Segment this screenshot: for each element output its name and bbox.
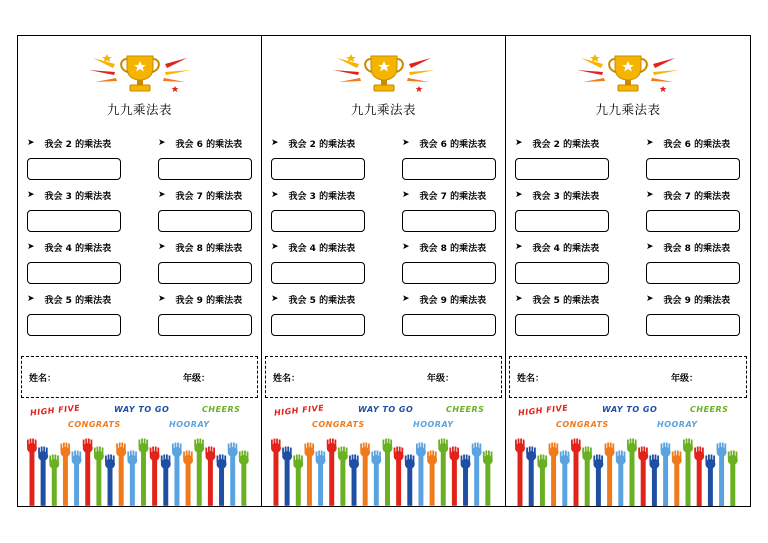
raised-hand	[483, 451, 493, 506]
checklist-item	[271, 292, 366, 336]
arrow-bullet-icon: ➤	[646, 138, 654, 148]
item-row	[515, 136, 741, 188]
checklist-item	[402, 136, 497, 180]
grade-label: 年级：	[427, 373, 455, 384]
raised-hand	[327, 439, 337, 506]
raised-hand	[83, 439, 93, 506]
arrow-bullet-icon: ➤	[158, 190, 166, 200]
checklist-item	[158, 240, 253, 284]
arrow-bullet-icon: ➤	[158, 294, 166, 304]
page-title: 九九乘法表	[350, 102, 416, 117]
checklist-item	[402, 188, 497, 232]
answer-box[interactable]	[515, 210, 609, 232]
name-label: 姓名：	[517, 373, 545, 384]
item-label-row	[402, 240, 497, 254]
name-label: 姓名：	[29, 373, 57, 384]
item-label-row	[27, 188, 122, 202]
raised-hand	[205, 447, 215, 506]
checklist-item	[515, 136, 610, 180]
item-row	[27, 188, 252, 240]
raised-hand	[383, 439, 393, 506]
trophy-icon	[85, 50, 195, 94]
answer-box[interactable]	[515, 158, 609, 180]
raised-hand	[27, 439, 37, 506]
cheer-word: HOORAY	[413, 420, 454, 429]
raised-hand	[728, 451, 738, 507]
raised-hand	[560, 451, 570, 507]
item-row	[515, 240, 741, 292]
raised-hand	[416, 443, 426, 506]
arrow-bullet-icon: ➤	[515, 242, 523, 252]
raised-hand	[672, 451, 682, 507]
raised-hand	[593, 455, 603, 507]
raised-hand	[526, 447, 536, 507]
cheer-illustration	[268, 402, 499, 506]
raised-hand	[105, 454, 115, 505]
arrow-bullet-icon: ➤	[402, 242, 410, 252]
arrow-bullet-icon: ➤	[27, 138, 35, 148]
raised-hands-illustration	[268, 402, 499, 506]
answer-box[interactable]	[271, 210, 365, 232]
cheer-word: HOORAY	[169, 420, 210, 429]
raised-hand	[239, 451, 249, 506]
cheer-word: WAY TO GO	[602, 405, 658, 414]
item-label: 我会 9 的乘法表	[663, 295, 731, 306]
item-label-row	[646, 136, 741, 150]
item-label: 我会 9 的乘法表	[175, 295, 243, 306]
item-label-row	[271, 292, 366, 306]
arrow-bullet-icon: ➤	[646, 294, 654, 304]
arrow-bullet-icon: ➤	[515, 190, 523, 200]
multiplication-card	[262, 36, 506, 506]
raised-hand	[705, 455, 715, 507]
raised-hand	[627, 439, 637, 507]
raised-hand	[605, 443, 615, 507]
checklist-item	[515, 240, 610, 284]
item-label-row	[515, 292, 610, 306]
item-label: 我会 5 的乘法表	[532, 295, 600, 306]
raised-hand	[649, 455, 659, 507]
answer-box[interactable]	[402, 262, 496, 284]
raised-hand	[38, 447, 48, 506]
answer-box[interactable]	[515, 262, 609, 284]
arrow-bullet-icon: ➤	[158, 138, 166, 148]
item-label: 我会 4 的乘法表	[44, 243, 112, 254]
checklist-item	[27, 240, 122, 284]
item-row	[27, 136, 252, 188]
raised-hand	[150, 447, 160, 506]
item-row	[515, 292, 741, 344]
arrow-bullet-icon: ➤	[402, 190, 410, 200]
raised-hand	[472, 443, 482, 506]
raised-hand	[515, 439, 525, 507]
page-title: 九九乘法表	[106, 102, 172, 117]
arrow-bullet-icon: ➤	[515, 138, 523, 148]
answer-box[interactable]	[515, 314, 609, 336]
answer-box[interactable]	[158, 262, 252, 284]
answer-box[interactable]	[158, 210, 252, 232]
checklist-item	[27, 292, 122, 336]
raised-hand	[438, 439, 448, 506]
checklist-item	[646, 136, 741, 180]
item-label-row	[515, 136, 610, 150]
raised-hand	[405, 454, 415, 505]
arrow-bullet-icon: ➤	[27, 242, 35, 252]
raised-hand	[638, 447, 648, 507]
raised-hand	[717, 443, 727, 507]
raised-hands-illustration	[512, 402, 744, 506]
raised-hand	[271, 439, 281, 506]
item-label: 我会 4 的乘法表	[288, 243, 356, 254]
raised-hand	[94, 447, 104, 506]
page-title: 九九乘法表	[595, 102, 661, 117]
item-label: 我会 8 的乘法表	[175, 243, 243, 254]
answer-box[interactable]	[646, 314, 740, 336]
answer-box[interactable]	[271, 158, 365, 180]
cheer-word: HIGH FIVE	[517, 403, 569, 418]
item-label: 我会 7 的乘法表	[419, 191, 487, 202]
item-row	[27, 292, 252, 344]
cheer-word: CONGRATS	[556, 420, 609, 429]
answer-box[interactable]	[402, 314, 496, 336]
raised-hand	[183, 451, 193, 506]
answer-box[interactable]	[158, 158, 252, 180]
item-label-row	[158, 136, 253, 150]
raised-hand	[449, 447, 459, 506]
item-label: 我会 5 的乘法表	[288, 295, 356, 306]
item-label-row	[646, 188, 741, 202]
item-row	[515, 188, 741, 240]
item-label: 我会 5 的乘法表	[44, 295, 112, 306]
item-label: 我会 8 的乘法表	[419, 243, 487, 254]
raised-hand	[228, 443, 238, 506]
item-label: 我会 3 的乘法表	[532, 191, 600, 202]
cheer-word: WAY TO GO	[114, 405, 170, 414]
item-label-row	[646, 292, 741, 306]
raised-hand	[661, 443, 671, 507]
raised-hand	[360, 443, 370, 506]
arrow-bullet-icon: ➤	[515, 294, 523, 304]
checklist-item	[646, 240, 741, 284]
raised-hand	[49, 454, 59, 505]
item-label: 我会 7 的乘法表	[663, 191, 731, 202]
answer-box[interactable]	[271, 262, 365, 284]
item-label: 我会 7 的乘法表	[175, 191, 243, 202]
grade-label: 年级：	[671, 373, 699, 384]
arrow-bullet-icon: ➤	[271, 138, 279, 148]
raised-hand	[394, 447, 404, 506]
arrow-bullet-icon: ➤	[271, 190, 279, 200]
cheer-word: CHEERS	[446, 405, 485, 414]
raised-hand	[161, 454, 171, 505]
checklist-item	[27, 188, 122, 232]
raised-hand	[338, 447, 348, 506]
item-label: 我会 4 的乘法表	[532, 243, 600, 254]
trophy-icon	[573, 50, 683, 94]
raised-hand	[694, 447, 704, 507]
item-label: 我会 6 的乘法表	[175, 139, 243, 150]
item-label: 我会 2 的乘法表	[532, 139, 600, 150]
answer-box[interactable]	[271, 314, 365, 336]
item-label-row	[27, 240, 122, 254]
item-label: 我会 6 的乘法表	[663, 139, 731, 150]
cheer-illustration	[512, 402, 744, 506]
checklist-item	[271, 240, 366, 284]
answer-box[interactable]	[27, 314, 121, 336]
checklist-item	[646, 188, 741, 232]
item-row	[271, 136, 496, 188]
item-row	[271, 240, 496, 292]
raised-hand	[304, 443, 314, 506]
checklist-item	[646, 292, 741, 336]
cheer-word: WAY TO GO	[358, 405, 414, 414]
item-label-row	[27, 136, 122, 150]
raised-hand	[537, 455, 547, 507]
raised-hand	[282, 447, 292, 506]
arrow-bullet-icon: ➤	[402, 138, 410, 148]
raised-hand	[172, 443, 182, 506]
item-label-row	[271, 136, 366, 150]
raised-hand	[549, 443, 559, 507]
cheer-word: HIGH FIVE	[273, 403, 325, 418]
checklist-item	[158, 188, 253, 232]
raised-hand	[217, 454, 227, 505]
item-label-row	[515, 240, 610, 254]
checklist-item	[271, 188, 366, 232]
item-row	[27, 240, 252, 292]
answer-box[interactable]	[27, 158, 121, 180]
cheer-word: HOORAY	[657, 420, 698, 429]
item-label: 我会 3 的乘法表	[288, 191, 356, 202]
answer-box[interactable]	[646, 158, 740, 180]
item-label-row	[158, 188, 253, 202]
raised-hand	[139, 439, 149, 506]
raised-hand	[461, 454, 471, 505]
grade-label: 年级：	[183, 373, 211, 384]
item-label-row	[27, 292, 122, 306]
raised-hand	[194, 439, 204, 506]
item-label-row	[271, 240, 366, 254]
raised-hand	[60, 443, 70, 506]
raised-hands-illustration	[24, 402, 255, 506]
raised-hand	[616, 451, 626, 507]
name-grade-bar	[265, 356, 502, 398]
checklist-item	[402, 240, 497, 284]
arrow-bullet-icon: ➤	[27, 294, 35, 304]
item-row	[271, 292, 496, 344]
answer-box[interactable]	[27, 210, 121, 232]
answer-box[interactable]	[158, 314, 252, 336]
checklist-item	[158, 136, 253, 180]
answer-box[interactable]	[402, 210, 496, 232]
raised-hand	[127, 451, 137, 506]
raised-hand	[571, 439, 581, 507]
trophy-icon	[329, 50, 439, 94]
item-label-row	[158, 292, 253, 306]
item-label-row	[158, 240, 253, 254]
arrow-bullet-icon: ➤	[27, 190, 35, 200]
item-label-row	[402, 292, 497, 306]
answer-box[interactable]	[27, 262, 121, 284]
item-label-row	[515, 188, 610, 202]
checklist-item	[515, 188, 610, 232]
answer-box[interactable]	[402, 158, 496, 180]
checklist-item	[402, 292, 497, 336]
item-label-row	[271, 188, 366, 202]
arrow-bullet-icon: ➤	[646, 190, 654, 200]
raised-hand	[72, 451, 82, 506]
raised-hand	[683, 439, 693, 507]
checklist-item	[515, 292, 610, 336]
cheer-illustration	[24, 402, 255, 506]
raised-hand	[116, 443, 126, 506]
item-label-row	[646, 240, 741, 254]
item-label: 我会 2 的乘法表	[288, 139, 356, 150]
cheer-word: CHEERS	[202, 405, 241, 414]
cheer-word: CONGRATS	[312, 420, 365, 429]
cheer-word: CHEERS	[690, 405, 729, 414]
item-label-row	[402, 136, 497, 150]
item-label: 我会 3 的乘法表	[44, 191, 112, 202]
arrow-bullet-icon: ➤	[271, 294, 279, 304]
arrow-bullet-icon: ➤	[402, 294, 410, 304]
name-label: 姓名：	[273, 373, 301, 384]
multiplication-card	[18, 36, 262, 506]
item-row	[271, 188, 496, 240]
cheer-word: CONGRATS	[68, 420, 121, 429]
name-grade-bar	[509, 356, 747, 398]
raised-hand	[582, 447, 592, 507]
raised-hand	[371, 451, 381, 506]
item-label: 我会 2 的乘法表	[44, 139, 112, 150]
arrow-bullet-icon: ➤	[646, 242, 654, 252]
answer-box[interactable]	[646, 210, 740, 232]
arrow-bullet-icon: ➤	[158, 242, 166, 252]
item-label: 我会 6 的乘法表	[419, 139, 487, 150]
raised-hand	[349, 454, 359, 505]
item-label: 我会 9 的乘法表	[419, 295, 487, 306]
raised-hand	[293, 454, 303, 505]
multiplication-card	[506, 36, 750, 506]
checklist-item	[271, 136, 366, 180]
cheer-word: HIGH FIVE	[29, 403, 81, 418]
checklist-item	[158, 292, 253, 336]
item-label-row	[402, 188, 497, 202]
item-label: 我会 8 的乘法表	[663, 243, 731, 254]
answer-box[interactable]	[646, 262, 740, 284]
worksheet-sheet	[17, 35, 751, 507]
raised-hand	[427, 451, 437, 506]
checklist-item	[27, 136, 122, 180]
name-grade-bar	[21, 356, 258, 398]
raised-hand	[316, 451, 326, 506]
arrow-bullet-icon: ➤	[271, 242, 279, 252]
